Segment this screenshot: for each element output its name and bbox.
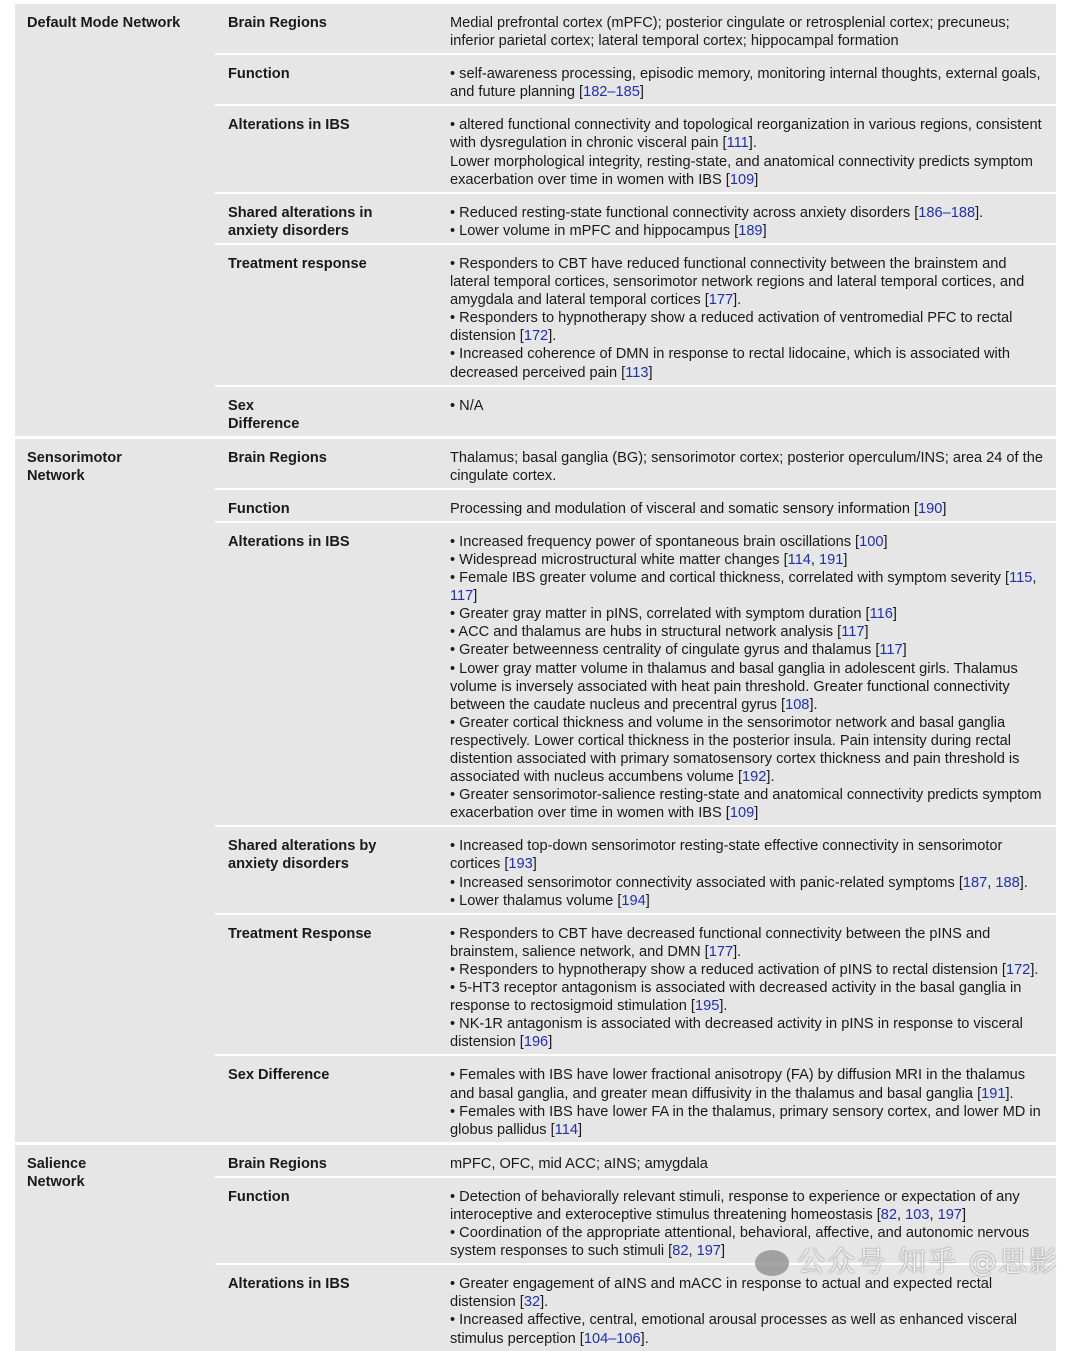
description-line [450, 892, 1050, 910]
description-text: ]. [719, 998, 728, 1015]
description-line [450, 1311, 1050, 1347]
citation-link[interactable]: 82 [672, 1243, 689, 1260]
description-line [450, 255, 1050, 309]
description-text: • Responders to CBT have reduced functional connectivity between the brainstem and lateral temporal cortices, sensorimotor network regions and lateral temporal cortices, and amygdala and lateral temporal cortices [ [450, 255, 1025, 309]
description-text: • Female IBS greater volume and cortical thickness, correlated with symptom severity [ [450, 570, 1010, 587]
network-rows [215, 4, 1056, 436]
description-text: ] [577, 1121, 582, 1138]
description-text: • Responders to hypnotherapy show a reduced activation of ventromedial PFC to rectal distension [ [450, 310, 1013, 345]
description-line [450, 1155, 1050, 1173]
row-category: Shared alterations in anxiety disorders [228, 204, 373, 239]
citation-link[interactable]: 188 [995, 874, 1020, 891]
description-text: • Increased coherence of DMN in response to rectal lidocaine, which is associated with decreased perceived pain [ [450, 346, 1010, 381]
description-text: ]. [733, 292, 742, 309]
row-description [450, 500, 1056, 518]
citation-link[interactable]: 186–188 [918, 204, 976, 221]
citation-link[interactable]: 115 [1009, 570, 1033, 587]
description-text: ] [645, 892, 650, 909]
citation-link[interactable]: 177 [708, 943, 734, 960]
description-line [450, 1275, 1050, 1311]
description-line [450, 449, 1050, 485]
description-text: Medial prefrontal cortex (mPFC); posterior cingulate or retrosplenial cortex; precuneus; inferior parietal cortex; lateral temporal cortex; hippocampal formation [450, 15, 1010, 50]
description-text: • self-awareness processing, episodic memory, monitoring internal thoughts, external goals, and future planning [ [450, 66, 1041, 101]
row-category [215, 397, 450, 433]
citation-link[interactable]: 196 [523, 1034, 549, 1051]
network-section [15, 4, 1056, 439]
description-line [450, 14, 1050, 50]
description-text: • altered functional connectivity and topological reorganization in various regions, consistent with dysregulation in chronic visceral pain [ [450, 117, 1042, 152]
description-text: , [987, 874, 996, 891]
row-category-part: Sex [228, 397, 254, 414]
description-line [450, 979, 1050, 1015]
citation-link[interactable]: 117 [450, 588, 474, 605]
description-line [450, 1066, 1050, 1102]
network-name: Default Mode Network [27, 15, 181, 31]
row-description [450, 1275, 1056, 1347]
description-text: Thalamus; basal ganglia (BG); sensorimotor cortex; posterior operculum/INS; area 24 of the cingulate cortex. [450, 449, 1043, 484]
description-line [450, 641, 1050, 659]
citation-link[interactable]: 32 [523, 1294, 541, 1311]
citation-link[interactable]: 189 [738, 222, 763, 239]
row-category: Brain Regions [228, 449, 327, 466]
row-description [450, 449, 1056, 485]
description-line [450, 551, 1050, 569]
description-text: • Greater betweenness centrality of cingulate gyrus and thalamus [ [450, 642, 880, 659]
description-text: ]. [1005, 1085, 1014, 1102]
citation-link[interactable]: 82 [880, 1206, 897, 1223]
description-line [450, 397, 1050, 415]
citation-link[interactable]: 172 [1005, 961, 1031, 978]
description-text: ]. [733, 943, 742, 960]
description-line [450, 500, 1050, 518]
row-description [450, 1155, 1056, 1173]
row-category: Function [228, 1188, 290, 1205]
description-line [450, 786, 1050, 822]
table-row [215, 915, 1056, 1057]
network-name-part: Network [27, 467, 85, 484]
description-text: ] [720, 1243, 725, 1260]
table-row [215, 1056, 1056, 1141]
row-category: Alterations in IBS [228, 117, 350, 134]
row-description [450, 116, 1056, 188]
description-line [450, 1188, 1050, 1224]
description-text: ] [864, 624, 869, 641]
network-rows [215, 1145, 1056, 1351]
row-description [450, 533, 1056, 823]
description-text: • NK-1R antagonism is associated with decreased activity in pINS in response to visceral distension [ [450, 1016, 1023, 1051]
description-text: ] [942, 500, 947, 517]
citation-link[interactable]: 192 [742, 769, 767, 786]
row-category: Treatment Response [228, 925, 372, 942]
description-text: • Greater sensorimotor-salience resting-state and anatomical connectivity predicts symptom exacerbation over time in women with IBS [ [450, 787, 1042, 822]
description-text: ]. [640, 1330, 649, 1347]
description-text: ]. [809, 696, 818, 713]
citation-link[interactable]: 193 [508, 856, 533, 873]
description-text: ]. [1019, 874, 1028, 891]
description-text: ] [892, 606, 897, 623]
row-description [450, 925, 1056, 1052]
table-row [215, 827, 1056, 914]
citation-link[interactable]: 195 [694, 998, 720, 1015]
network-name [15, 1145, 215, 1351]
table-row [215, 387, 1056, 436]
description-text: • Responders to CBT have decreased functional connectivity between the pINS and brainstem, salience network, and DMN [ [450, 925, 991, 960]
row-description [450, 14, 1056, 50]
description-text: • ACC and thalamus are hubs in structural network analysis [ [450, 624, 842, 641]
citation-link[interactable]: 116 [869, 606, 893, 623]
description-text: ] [648, 364, 653, 381]
table-row [215, 194, 1056, 245]
row-category: Brain Regions [228, 15, 327, 31]
description-text: • N/A [450, 397, 484, 414]
description-line [450, 623, 1050, 641]
row-category: Function [228, 500, 290, 517]
description-text: ] [843, 551, 848, 568]
citation-link[interactable]: 113 [625, 364, 649, 381]
row-category: Function [228, 66, 290, 83]
description-text: ] [754, 805, 759, 822]
row-description [450, 397, 1056, 433]
network-rows [215, 439, 1056, 1142]
description-text: ] [883, 533, 888, 550]
citation-link[interactable]: 117 [841, 624, 865, 641]
citation-link[interactable]: 177 [708, 292, 734, 309]
citation-link[interactable]: 100 [859, 533, 884, 550]
citation-link[interactable]: 197 [937, 1206, 962, 1223]
description-line [450, 204, 1050, 222]
description-text: ]. [1030, 961, 1039, 978]
citation-link[interactable]: 104–106 [583, 1330, 641, 1347]
description-text: • Increased sensorimotor connectivity associated with panic-related symptoms [ [450, 874, 963, 891]
citation-link[interactable]: 114 [787, 551, 811, 568]
network-name-part: Salience [27, 1155, 87, 1172]
citation-link[interactable]: 114 [554, 1121, 578, 1138]
row-description [450, 1188, 1056, 1260]
row-category: Brain Regions [228, 1155, 327, 1172]
description-text: • Detection of behaviorally relevant stimuli, response to experience or expectation of any interoceptive and exteroceptive stimulus threatening homeostasis [ [450, 1188, 1020, 1223]
description-line [450, 837, 1050, 873]
table-row [215, 490, 1056, 523]
description-text: • Greater cortical thickness and volume in the sensorimotor network and basal ganglia respectively. Lower cortical thickness in the posterior insula. Pain intensity during rectal distention associated with primary somatosensory cortex thickness and pain threshold is associated with nucleus accumbens volume [ [450, 714, 1020, 786]
description-text: • Responders to hypnotherapy show a reduced activation of pINS to rectal distension [ [450, 961, 1006, 978]
citation-link[interactable]: 191 [819, 551, 844, 568]
description-text: ] [762, 222, 767, 239]
description-text: ]. [748, 135, 757, 152]
description-line [450, 309, 1050, 345]
citation-link[interactable]: 117 [879, 642, 903, 659]
row-category: Sex Difference [228, 1067, 330, 1084]
citation-link[interactable]: 172 [523, 328, 549, 345]
description-text: • Lower volume in mPFC and hippocampus [ [450, 222, 739, 239]
description-text: ] [961, 1206, 966, 1223]
citation-link[interactable]: 109 [729, 171, 755, 188]
description-line [450, 533, 1050, 551]
row-category: Alterations in IBS [228, 1276, 350, 1293]
table-row [215, 439, 1056, 490]
network-name [15, 439, 215, 1142]
description-line [450, 222, 1050, 240]
table-row [215, 1178, 1056, 1265]
row-description [450, 1066, 1056, 1138]
table-row [215, 523, 1056, 828]
description-line [450, 65, 1050, 101]
row-description [450, 255, 1056, 382]
description-text: , [810, 551, 820, 568]
description-line [450, 569, 1050, 605]
description-text: ]. [975, 204, 984, 221]
description-text: • Reduced resting-state functional connectivity across anxiety disorders [ [450, 204, 919, 221]
description-text: ] [532, 856, 537, 873]
description-line [450, 1224, 1050, 1260]
description-text: • Females with IBS have lower FA in the thalamus, primary sensory cortex, and lower MD in globus pallidus [ [450, 1103, 1041, 1138]
table-row [215, 1265, 1056, 1350]
description-text: • Coordination of the appropriate attentional, behavioral, affective, and autonomic nervous system responses to such stimuli [ [450, 1225, 1030, 1260]
row-category-part: Difference [228, 415, 300, 432]
citation-link[interactable]: 103 [905, 1206, 930, 1223]
description-line [450, 153, 1050, 189]
description-text: mPFC, OFC, mid ACC; aINS; amygdala [450, 1155, 708, 1172]
description-text: • Increased top-down sensorimotor resting-state effective connectivity in sensorimotor cortices [ [450, 838, 1003, 873]
description-line [450, 874, 1050, 892]
citation-link[interactable]: 108 [785, 696, 810, 713]
description-text: ]. [540, 1294, 549, 1311]
description-text: • Greater gray matter in pINS, correlated with symptom duration [ [450, 606, 870, 623]
network-name-part: Network [27, 1173, 85, 1190]
table-row [215, 1145, 1056, 1178]
description-text: ] [473, 588, 478, 605]
citation-link[interactable]: 197 [696, 1243, 721, 1260]
citation-link[interactable]: 187 [962, 874, 988, 891]
description-text: • Greater engagement of aINS and mACC in response to actual and expected rectal distension [ [450, 1276, 993, 1311]
description-text: • Lower gray matter volume in thalamus and basal ganglia in adolescent girls. Thalamus volume is inversely associated with heat pain threshold. Greater functional connectivity between the caudate nucleus and precentral gyrus [ [450, 660, 1018, 713]
description-text: ] [548, 1034, 553, 1051]
brain-network-table [15, 4, 1056, 1351]
description-line [450, 1103, 1050, 1139]
description-text: ] [754, 171, 759, 188]
row-description [450, 837, 1056, 909]
citation-link[interactable]: 194 [621, 892, 646, 909]
description-line [450, 345, 1050, 381]
row-category: Alterations in IBS [228, 533, 350, 550]
description-text: ]. [548, 328, 557, 345]
description-text: • Lower thalamus volume [ [450, 892, 622, 909]
row-description [450, 65, 1056, 101]
table-row [215, 4, 1056, 55]
row-category: Treatment response [228, 255, 367, 272]
description-line [450, 1015, 1050, 1051]
description-text: , [1032, 570, 1037, 587]
description-text: • Increased frequency power of spontaneous brain oscillations [ [450, 533, 860, 550]
table-row [215, 106, 1056, 193]
network-name-part: Sensorimotor [27, 449, 122, 466]
description-text: , [897, 1206, 906, 1223]
description-line [450, 116, 1050, 152]
description-text: • Increased affective, central, emotional arousal processes as well as enhanced visceral stimulus perception [ [450, 1312, 1017, 1347]
description-text: , [688, 1243, 697, 1260]
description-text: ] [639, 84, 644, 101]
citation-link[interactable]: 109 [729, 805, 755, 822]
row-description [450, 204, 1056, 240]
table-row [215, 55, 1056, 106]
description-text: • 5-HT3 receptor antagonism is associated with decreased activity in the basal ganglia in response to rectosigmoid stimulation [ [450, 980, 1022, 1015]
description-text: Processing and modulation of visceral and somatic sensory information [ [450, 500, 919, 517]
table-row [215, 245, 1056, 387]
description-text: Lower morphological integrity, resting-state, and anatomical connectivity predicts symptom exacerbation over time in women with IBS [ [450, 153, 1033, 188]
watermark-text: 公众号 知乎 @思影 [797, 1245, 1059, 1278]
citation-link[interactable]: 190 [918, 500, 943, 517]
citation-link[interactable]: 191 [981, 1085, 1006, 1102]
citation-link[interactable]: 111 [726, 135, 749, 152]
description-text: • Widespread microstructural white matter changes [ [450, 551, 788, 568]
description-text: ]. [766, 769, 775, 786]
description-line [450, 925, 1050, 961]
description-text: , [929, 1206, 938, 1223]
network-section [15, 439, 1056, 1145]
description-line [450, 660, 1050, 714]
description-line [450, 714, 1050, 786]
description-text: • Females with IBS have lower fractional anisotropy (FA) by diffusion MRI in the thalamus and basal ganglia, and greater mean diffusivity in the thalamus and basal ganglia [ [450, 1067, 1026, 1102]
network-section [15, 1145, 1056, 1351]
row-category: Shared alterations by anxiety disorders [228, 838, 377, 873]
description-line [450, 605, 1050, 623]
description-line [450, 961, 1050, 979]
description-text: ] [902, 642, 907, 659]
citation-link[interactable]: 182–185 [583, 84, 640, 101]
